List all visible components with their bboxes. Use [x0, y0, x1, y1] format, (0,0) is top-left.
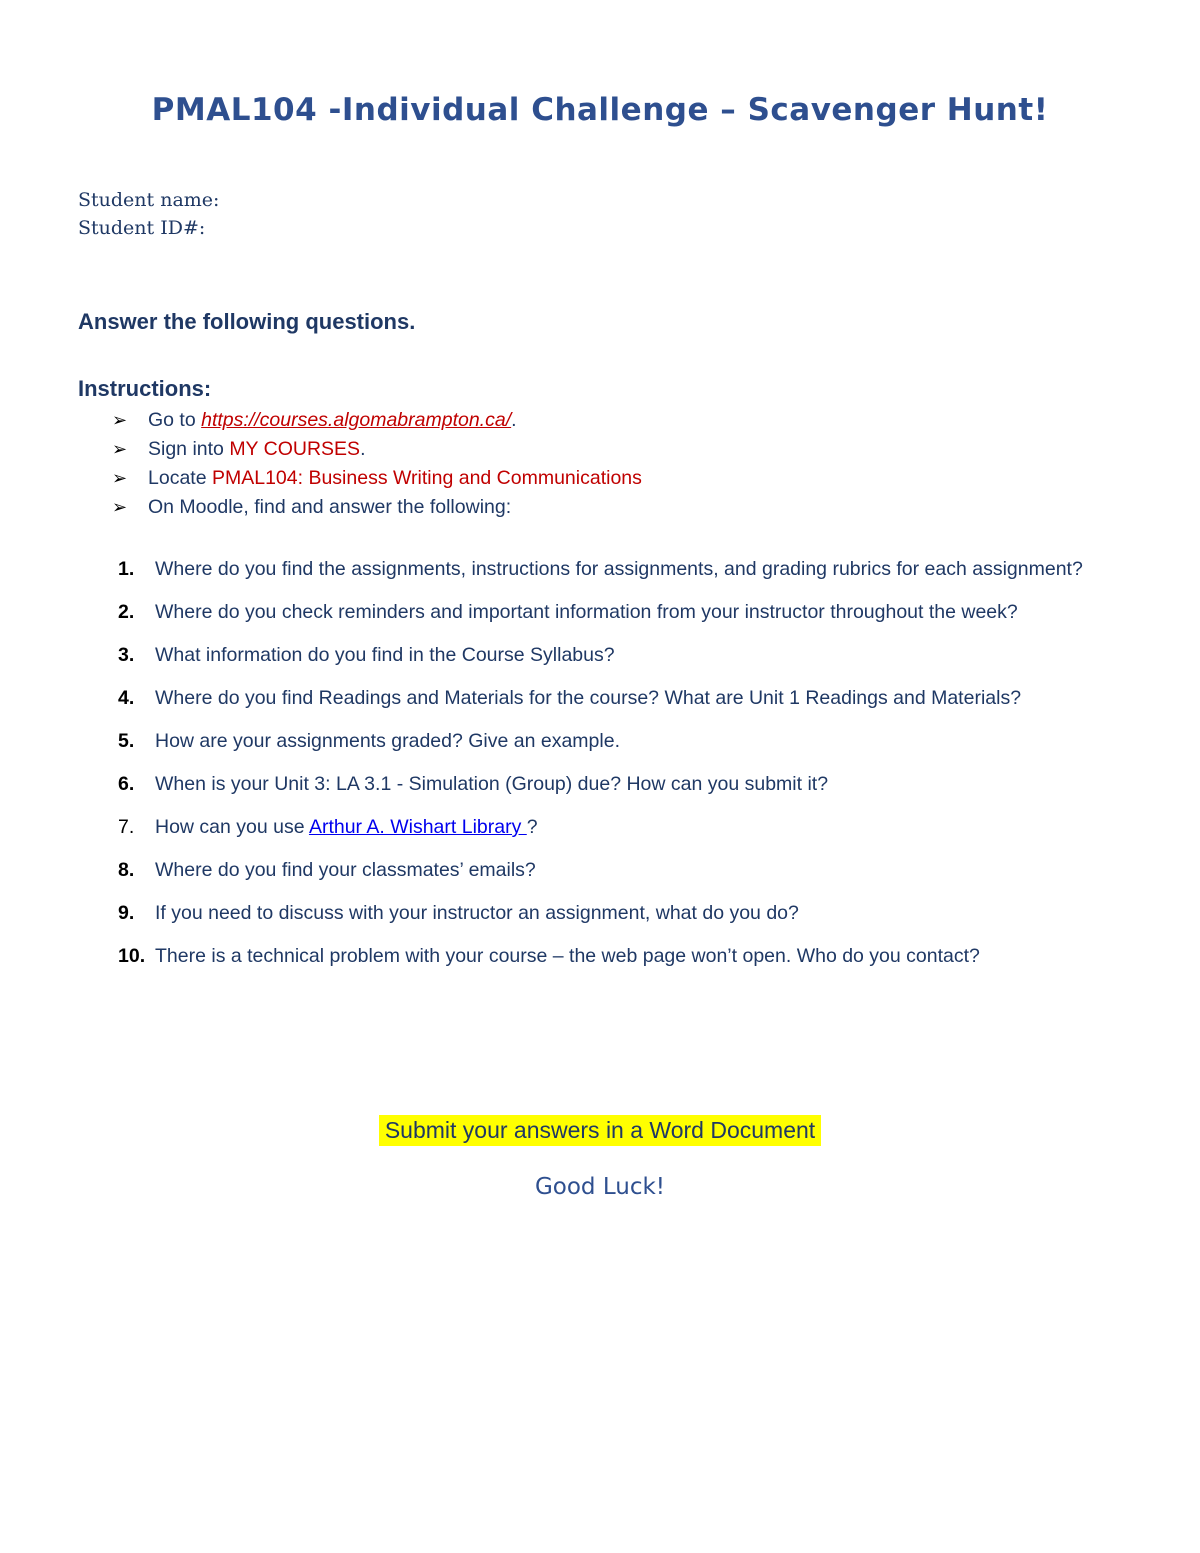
question-item — [118, 892, 1118, 935]
question-number: 10. — [118, 945, 146, 967]
question-number: 8. — [118, 859, 135, 881]
submit-note-wrapper — [0, 1115, 1200, 1146]
question-number: 3. — [118, 644, 135, 666]
question-item — [118, 763, 1118, 806]
question-text: If you need to discuss with your instructor an assignment, what do you do? — [155, 902, 799, 924]
instruction-suffix: . — [360, 438, 366, 460]
question-text: Where do you check reminders and important information from your instructor throughout the week? — [155, 601, 1018, 623]
question-number: 6. — [118, 773, 135, 795]
question-number: 9. — [118, 902, 135, 924]
instruction-highlight: MY COURSES — [229, 438, 361, 460]
question-number: 7. — [118, 816, 135, 838]
instruction-suffix: . — [511, 409, 517, 431]
student-name-label: Student name: — [78, 189, 220, 211]
question-text: Where do you find Readings and Materials for the course? What are Unit 1 Readings and Materials? — [155, 687, 1022, 709]
question-number: 5. — [118, 730, 135, 752]
question-item — [118, 720, 1118, 763]
question-item — [118, 677, 1118, 720]
question-text: How are your assignments graded? Give an example. — [155, 730, 620, 752]
document-title: PMAL104 -Individual Challenge – Scavenger Hunt! — [151, 92, 1049, 128]
question-text: There is a technical problem with your course – the web page won’t open. Who do you contact? — [155, 945, 980, 967]
instruction-text: Sign into — [148, 438, 230, 460]
question-text: What information do you find in the Course Syllabus? — [155, 644, 615, 666]
question-number: 2. — [118, 601, 135, 623]
submit-note: Submit your answers in a Word Document — [379, 1115, 821, 1146]
question-number: 4. — [118, 687, 135, 709]
instruction-text: On Moodle, find and answer the following: — [148, 496, 512, 518]
instruction-text: Go to — [148, 409, 202, 431]
question-number: 1. — [118, 558, 135, 580]
answer-heading: Answer the following questions. — [78, 309, 416, 334]
instruction-item — [112, 435, 642, 464]
instruction-text: Locate — [148, 467, 212, 489]
instruction-item — [112, 406, 642, 435]
questions-list — [118, 548, 1118, 978]
good-luck-text: Good Luck! — [534, 1174, 666, 1200]
question-text: How can you use — [155, 816, 309, 838]
student-id-label: Student ID#: — [78, 217, 206, 239]
question-item — [118, 634, 1118, 677]
arrowhead-bullet-icon: ➢ — [112, 410, 128, 431]
question-text: Where do you find the assignments, instructions for assignments, and grading rubrics for each assignment? — [155, 558, 1083, 580]
student-info — [78, 186, 219, 242]
question-item — [118, 849, 1118, 892]
question-item — [118, 591, 1118, 634]
question-item — [118, 806, 1118, 849]
instruction-item — [112, 493, 642, 522]
question-text: Where do you find your classmates’ emails? — [155, 859, 536, 881]
question-item — [118, 548, 1118, 591]
question-suffix: ? — [526, 816, 538, 838]
instruction-item — [112, 464, 642, 493]
arrowhead-bullet-icon: ➢ — [112, 497, 128, 518]
courses-link[interactable]: https://courses.algomabrampton.ca/ — [201, 409, 512, 431]
question-text: When is your Unit 3: LA 3.1 - Simulation (Group) due? How can you submit it? — [155, 773, 829, 795]
library-link[interactable]: Arthur A. Wishart Library — [308, 816, 527, 838]
instructions-list — [112, 406, 642, 522]
arrowhead-bullet-icon: ➢ — [112, 468, 128, 489]
question-item — [118, 935, 1118, 978]
instructions-heading: Instructions: — [78, 376, 212, 401]
arrowhead-bullet-icon: ➢ — [112, 439, 128, 460]
instruction-highlight: PMAL104: Business Writing and Communications — [211, 467, 642, 489]
